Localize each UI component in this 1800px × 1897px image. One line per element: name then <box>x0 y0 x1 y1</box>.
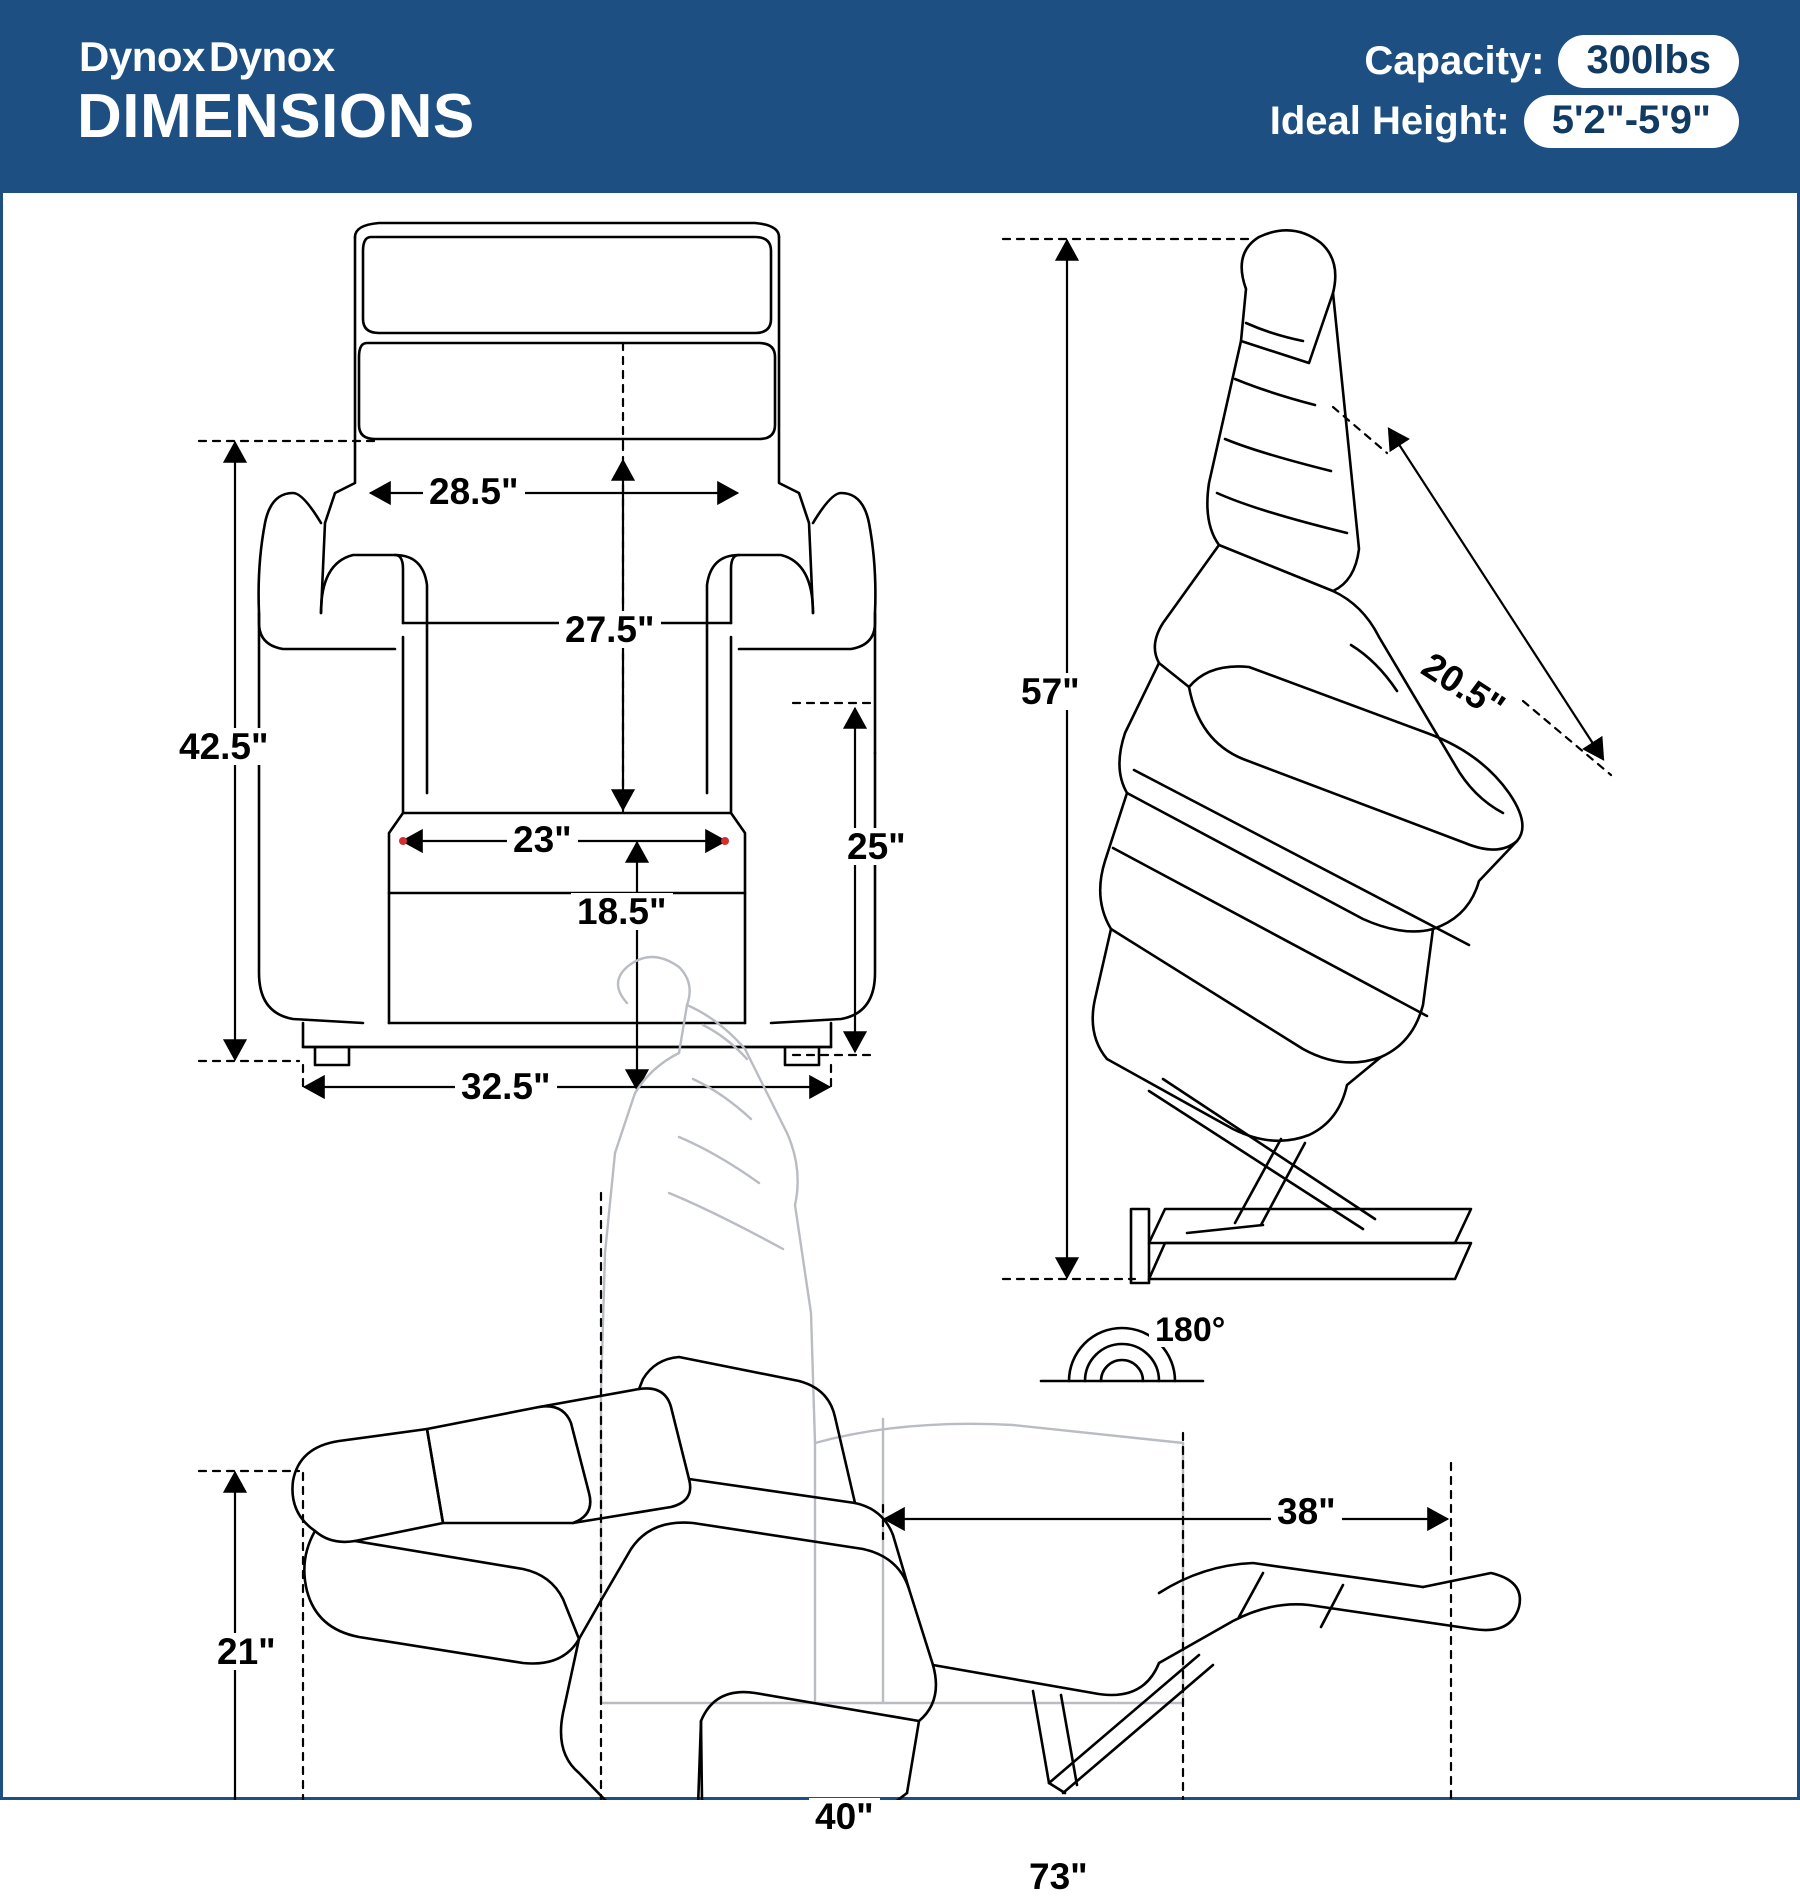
dimension-label-front-seat-width: 23" <box>507 821 578 858</box>
page-title: DIMENSIONS <box>77 82 475 151</box>
side-lifted-view-dimension-lines <box>1003 239 1611 1279</box>
dimension-label-side-seat-depth: 20.5" <box>1411 643 1516 729</box>
brand-name <box>79 33 335 81</box>
ideal-height-spec <box>1270 95 1739 148</box>
dimension-label-front-backrest-width: 28.5" <box>423 473 525 510</box>
dimension-label-recline-body-length: 40" <box>809 1798 880 1835</box>
dimension-label-front-arm-height: 25" <box>841 828 912 865</box>
dimension-label-front-overall-width: 32.5" <box>455 1068 557 1105</box>
dimension-label-front-backrest-height: 27.5" <box>559 611 661 648</box>
capacity-spec <box>1364 35 1739 88</box>
brand-second: Dynox <box>208 33 335 80</box>
front-view-dimension-lines <box>199 343 877 1089</box>
drawing-canvas <box>3 193 1800 1897</box>
dimension-label-recline-seat-to-footrest: 38" <box>1271 1493 1342 1530</box>
dimension-label-front-overall-height: 42.5" <box>173 728 275 765</box>
ideal-height-label: Ideal Height: <box>1269 99 1510 143</box>
capacity-value-badge: 300lbs <box>1558 35 1739 88</box>
dimension-label-recline-height: 21" <box>211 1633 282 1670</box>
capacity-label: Capacity: <box>1364 39 1545 83</box>
dimension-label-recline-overall-length: 73" <box>1023 1858 1094 1895</box>
reclined-view-dimension-lines <box>199 1193 1451 1800</box>
brand-first: Dynox <box>79 33 205 80</box>
dimension-label-recline-angle: 180° <box>1149 1313 1231 1347</box>
side-lifted-view-illustration <box>1093 230 1523 1283</box>
dimension-label-side-overall-height: 57" <box>1015 673 1086 710</box>
ideal-height-value-badge: 5'2"-5'9" <box>1524 95 1739 148</box>
header-bar <box>3 3 1800 193</box>
dimension-label-front-seat-depth: 18.5" <box>571 893 673 930</box>
